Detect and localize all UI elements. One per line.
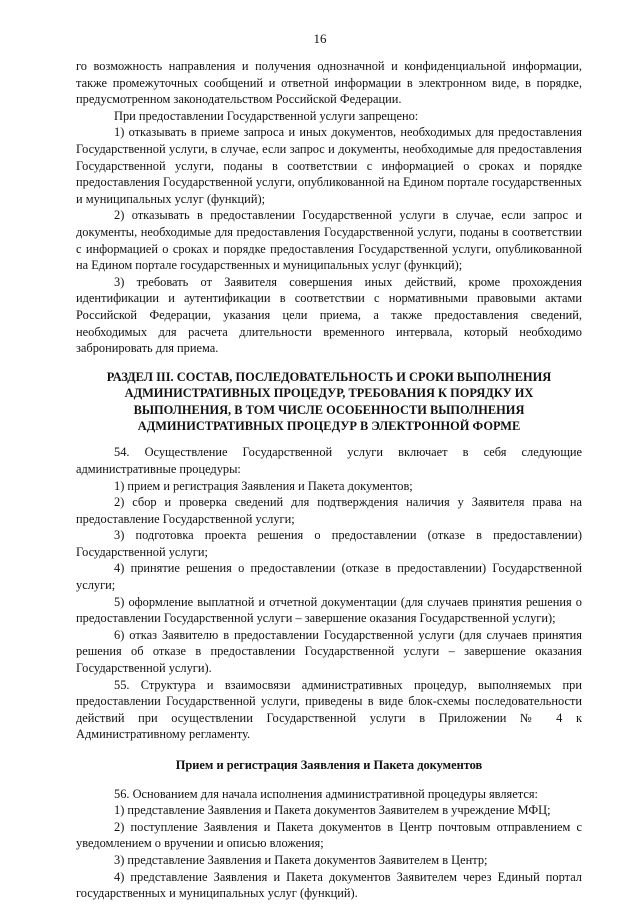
document-body [76, 58, 582, 902]
page-number: 16 [313, 31, 327, 46]
basis-item-3: 3) представление Заявления и Пакета документов Заявителем в Центр; [114, 852, 488, 867]
procedure-item-2: 2) сбор и проверка сведений для подтверждения наличия у Заявителя права на предоставление Государственной услуги; [76, 495, 582, 526]
procedure-item-4: 4) принятие решения о предоставлении (отказе в предоставлении) Государственной услуги; [76, 561, 582, 593]
procedure-item-3: 3) подготовка проекта решения о предоставлении (отказе в предоставлении) Государственной услуги; [76, 528, 582, 559]
paragraph-prohibition-1: 1) отказывать в приеме запроса и иных документов, необходимых для предоставления Государственной услуги, в случае, если запрос и документы, необходимые для предоставления Государственной услуги, поданы в соответствии с информацией о сроках и порядке предоставления Государственной услуги, опубликованной на Едином портале государственных и муниципальных услуг (функций); [76, 125, 582, 206]
subheading: Прием и регистрация Заявления и Пакета документов [175, 758, 483, 772]
paragraph-55: 55. Структура и взаимосвязи административных процедур, выполняемых при предоставлении Государственной услуги, приведены в виде блок-схемы последовательности действий при осуществлении Государственной услуги в Приложении № 4 к Административному регламенту. [76, 677, 582, 742]
procedure-item-1: 1) прием и регистрация Заявления и Пакета документов; [114, 478, 413, 493]
paragraph-prohibition-3: 3) требовать от Заявителя совершения иных действий, кроме прохождения идентификации и аутентификации в соответствии с нормативными правовыми актами Российской Федерации, указания цели приема, а также предоставления сведений, необходимых для расчета длительности временного интервала, который необходимо забронировать для приема. [76, 274, 582, 356]
paragraph-56: 56. Основанием для начала исполнения административной процедуры является: [114, 786, 538, 801]
paragraph-continuation: го возможность направления и получения однозначной и конфиденциальной информации, также промежуточных сообщений и ответной информации в электронном виде, в порядке, предусмотренном законодательством Российской Федерации. [76, 59, 582, 107]
basis-item-1: 1) представление Заявления и Пакета документов Заявителем в учреждение МФЦ; [114, 803, 551, 818]
paragraph-54: 54. Осуществление Государственной услуги включает в себя следующие административные процедуры: [76, 445, 582, 476]
procedure-item-5: 5) оформление выплатной и отчетной документации (для случаев принятия решения о предоставлении Государственной услуги – завершение оказания Государственной услуги); [76, 594, 582, 626]
procedure-item-6: 6) отказ Заявителю в предоставлении Государственной услуги (для случаев принятия решения об отказе в предоставлении Государственной услуги – завершение оказания Государственной услуги). [76, 627, 582, 676]
basis-item-4: 4) представление Заявления и Пакета документов Заявителем через Единый портал государственных и муниципальных услуг (функций). [76, 869, 582, 901]
section-title: РАЗДЕЛ III. СОСТАВ, ПОСЛЕДОВАТЕЛЬНОСТЬ И СРОКИ ВЫПОЛНЕНИЯ АДМИНИСТРАТИВНЫХ ПРОЦЕДУР, ТРЕБОВАНИЯ К ПОРЯДКУ ИХ ВЫПОЛНЕНИЯ, В ТОМ ЧИСЛЕ ОСОБЕННОСТИ ВЫПОЛНЕНИЯ АДМИНИСТРАТИВНЫХ ПРОЦЕДУР В ЭЛЕКТРОННОЙ ФОРМЕ [106, 369, 552, 433]
basis-item-2: 2) поступление Заявления и Пакета документов в Центр почтовым отправлением с уведомлением о вручении и описью вложения; [76, 819, 582, 851]
paragraph-prohibition-2: 2) отказывать в предоставлении Государственной услуги в случае, если запрос и документы, необходимые для предоставления Государственной услуги, поданы в соответствии с информацией о сроках и порядке предоставления Государственной услуги, опубликованной на Едином портале государственных и муниципальных услуг (функций); [76, 208, 582, 273]
paragraph-prohibited-intro: При предоставлении Государственной услуги запрещено: [114, 108, 419, 123]
